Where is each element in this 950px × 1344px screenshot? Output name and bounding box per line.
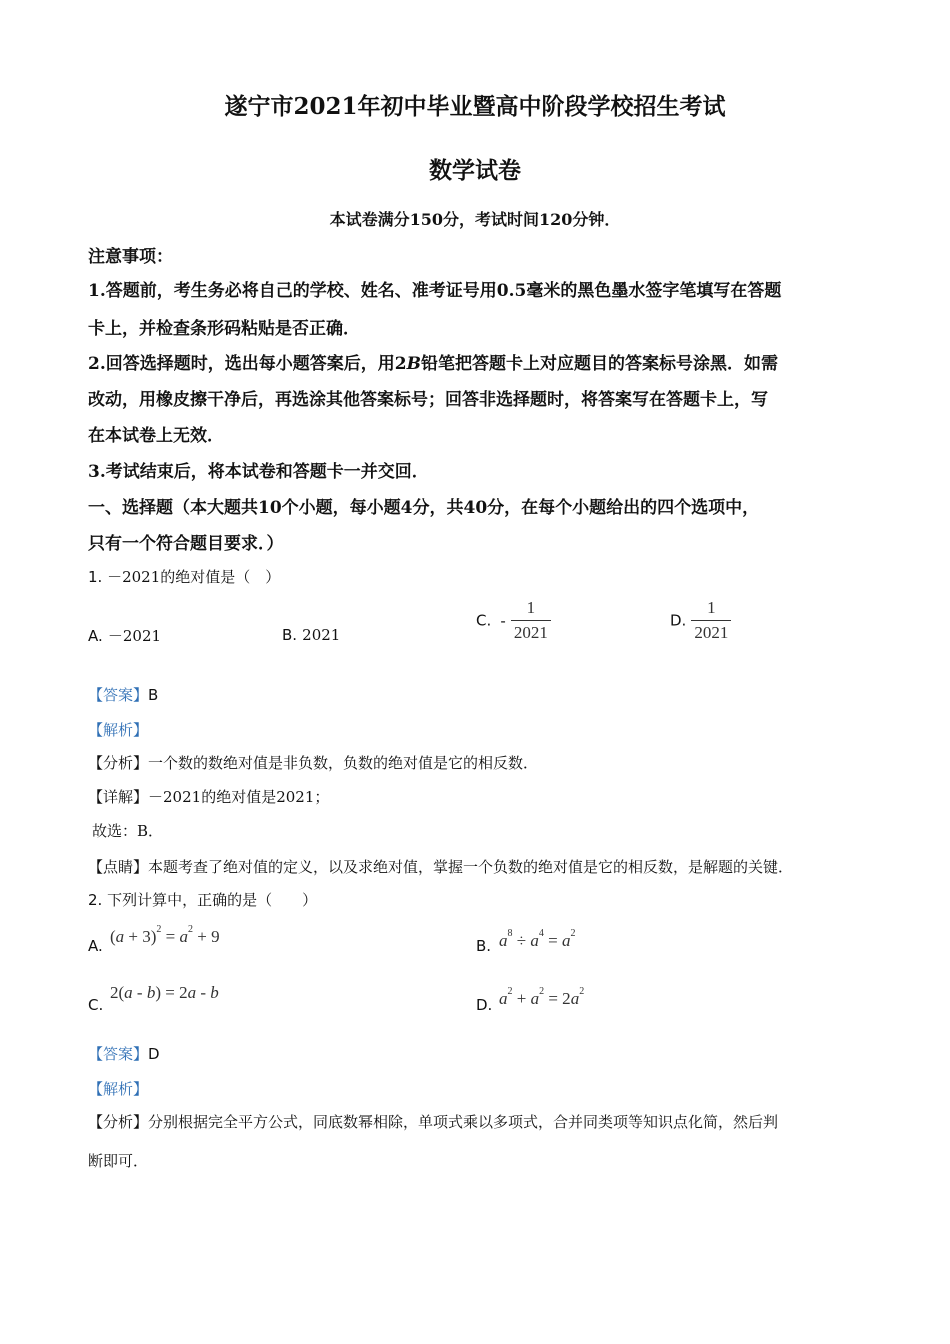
option-b-text: 2021: [302, 626, 341, 644]
question-2-option-a-label: A.: [88, 937, 103, 955]
option-c-denominator: 2021: [511, 620, 551, 643]
question-2-option-b-formula: $a^8 \div a^4 = a^2$: [499, 928, 576, 950]
option-c-numerator: 1: [526, 598, 536, 617]
question-2-option-c-label: C.: [88, 996, 104, 1014]
section-1-heading-line-1: 一、选择题（本大题共10个小题，每小题4分，共40分，在每个小题给出的四个选项中，: [88, 498, 760, 518]
answer-value: D: [148, 1045, 160, 1063]
question-2-option-b-label: B.: [476, 937, 492, 955]
notice-item-2-text-c: 铅笔把答题卡上对应题目的答案标号涂黑．如需: [420, 354, 778, 374]
xiangjie-tag: 【详解】: [88, 788, 149, 806]
exam-info: 本试卷满分150分，考试时间120分钟．: [329, 210, 621, 229]
question-2-option-a-formula: $(a + 3)^2 = a^2 + 9$: [110, 924, 220, 946]
question-1-conclusion: 故选：B．: [92, 822, 164, 840]
question-2-stem: [88, 889, 317, 910]
question-1-answer: [88, 684, 158, 705]
question-2-option-d-formula: $a^2 + a^2 = 2a^2$: [499, 986, 585, 1008]
question-2-answer: [88, 1043, 160, 1064]
notice-item-2-line-1: [88, 349, 778, 374]
question-2-analysis-tag: 【解析】: [88, 1080, 149, 1098]
question-1-number: 1.: [88, 568, 103, 586]
option-a-label: A.: [88, 627, 103, 645]
question-2-text: 下列计算中，正确的是（ ）: [107, 891, 318, 909]
notice-item-2-text-a: 2.回答选择题时，选出每小题答案后，用2: [88, 354, 407, 374]
answer-value: B: [148, 686, 159, 704]
option-a-text: －2021: [107, 627, 162, 645]
question-1-option-d: [670, 598, 731, 643]
notice-item-2-line-3: 在本试卷上无效．: [88, 426, 224, 446]
fenxi-text: 分别根据完全平方公式，同底数幂相除，单项式乘以多项式，合并同类项等知识点化简，然后判: [148, 1113, 779, 1131]
section-1-heading-line-2: 只有一个符合题目要求．）: [88, 534, 284, 554]
question-1-fenxi: [88, 752, 538, 773]
question-1-text: －2021的绝对值是（ ）: [107, 568, 281, 586]
notice-item-2-line-2: 改动，用橡皮擦干净后，再选涂其他答案标号；回答非选择题时，将答案写在答题卡上，写: [88, 390, 768, 410]
notice-item-1-line-1: 1.答题前，考生务必将自己的学校、姓名、准考证号用0.5毫米的黑色墨水签字笔填写在答题: [88, 281, 782, 301]
question-1-dianjing: [88, 856, 793, 877]
question-1-stem: [88, 566, 280, 587]
question-2-option-d-label: D.: [476, 996, 493, 1014]
question-2-fenxi-line-2: 断即可．: [88, 1152, 149, 1170]
option-d-denominator: 2021: [691, 620, 731, 643]
option-c-label: C.: [476, 611, 492, 630]
xiangjie-text: －2021的绝对值是2021；: [148, 788, 330, 806]
question-2-fenxi-line-1: [88, 1111, 778, 1132]
question-1-option-a: [88, 625, 161, 646]
fenxi-text: 一个数的数绝对值是非负数，负数的绝对值是它的相反数．: [148, 754, 539, 772]
question-1-analysis-tag: 【解析】: [88, 721, 149, 739]
option-c-fraction: [511, 598, 551, 643]
question-1-option-b: [282, 625, 340, 644]
fenxi-tag: 【分析】: [88, 1113, 149, 1131]
answer-tag: 【答案】: [88, 686, 149, 704]
dianjing-text: 本题考查了绝对值的定义，以及求绝对值，掌握一个负数的绝对值是它的相反数，是解题的关键．: [148, 858, 794, 876]
question-1-option-c: [476, 598, 551, 643]
question-2-number: 2.: [88, 891, 103, 909]
notice-item-2-italic-b: B: [406, 354, 421, 374]
answer-tag: 【答案】: [88, 1045, 149, 1063]
option-d-fraction: [691, 598, 731, 643]
notice-heading: 注意事项：: [88, 247, 173, 267]
notice-item-3: 3.考试结束后，将本试卷和答题卡一并交回．: [88, 462, 429, 482]
question-1-xiangjie: [88, 786, 329, 807]
exam-subtitle: 数学试卷: [429, 157, 521, 184]
notice-item-1-line-2: 卡上，并检查条形码粘贴是否正确．: [88, 319, 360, 339]
option-d-numerator: 1: [707, 598, 716, 617]
dianjing-tag: 【点睛】: [88, 858, 149, 876]
option-c-minus-sign: -: [500, 611, 506, 630]
question-2-option-c-formula: 2(a - b) = 2a - b: [110, 983, 219, 1002]
option-d-label: D.: [670, 611, 687, 630]
fenxi-tag: 【分析】: [88, 754, 149, 772]
option-b-label: B.: [282, 626, 298, 644]
exam-title: 遂宁市2021年初中毕业暨高中阶段学校招生考试: [224, 93, 726, 120]
